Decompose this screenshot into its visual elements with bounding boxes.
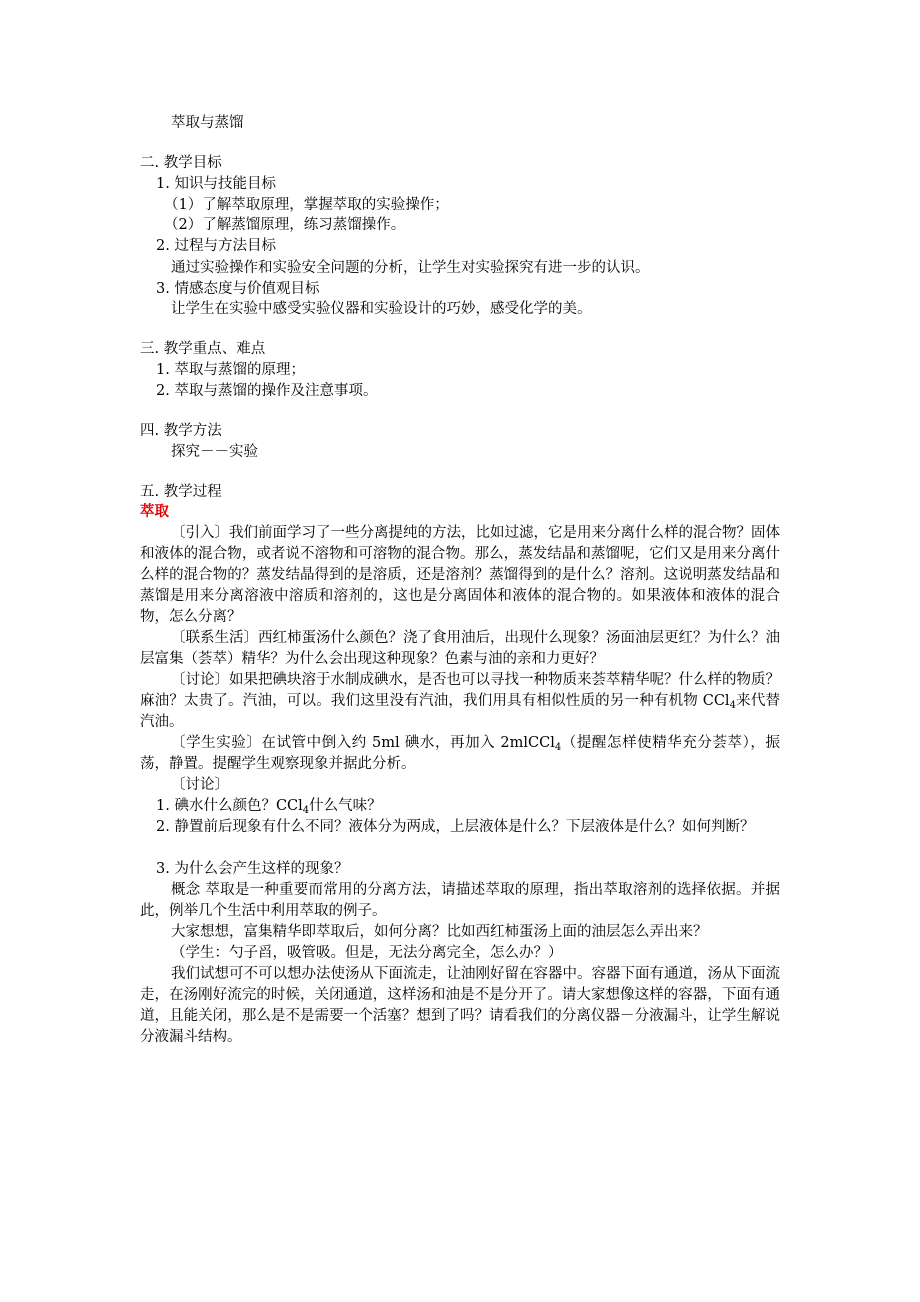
section-2-heading: 二. 教学目标	[140, 155, 222, 171]
keypoint-1: 1. 萃取与蒸馏的原理；	[156, 362, 305, 378]
discussion-1-text: 〔讨论〕如果把碘块溶于水制成碘水，是否也可以寻找一种物质来荟萃精华呢？什么样的物质？麻油？太贵了。汽油，可以。我们这里没有汽油，我们用具有相似性质的另一种有机物 CCl	[140, 672, 780, 709]
section-3-heading: 三. 教学重点、难点	[140, 341, 266, 357]
paragraph-life: 〔联系生活〕西红柿蛋汤什么颜色？浇了食用油后，出现什么现象？汤面油层更红？为什么？油层富集（荟萃）精华？为什么会出现这种现象？色素与油的亲和力更好？	[140, 630, 780, 667]
subscript-4: 4	[729, 700, 736, 711]
goal-knowledge-1: （1）了解萃取原理，掌握萃取的实验操作；	[164, 197, 449, 213]
goal-emotion-1: 让学生在实验中感受实验仪器和实验设计的巧妙，感受化学的美。	[171, 301, 592, 317]
paragraph-student: （学生：勺子舀，吸管吸。但是，无法分离完全，怎么办？）	[171, 945, 563, 961]
goal-process-1: 通过实验操作和实验安全问题的分析，让学生对实验探究有进一步的认识。	[171, 260, 650, 276]
question-1-text: 1. 碘水什么颜色？CCl	[156, 798, 303, 814]
section-4-heading: 四. 教学方法	[140, 423, 222, 439]
question-1	[156, 796, 382, 816]
goal-knowledge: 1. 知识与技能目标	[156, 176, 276, 192]
discussion-1-end: 来代替汽油。	[140, 693, 781, 730]
goal-knowledge-2: （2）了解蒸馏原理，练习蒸馏操作。	[164, 217, 406, 233]
goal-process: 2. 过程与方法目标	[156, 238, 276, 254]
method-text: 探究－－实验	[171, 444, 258, 460]
goal-emotion: 3. 情感态度与价值观目标	[156, 281, 320, 297]
paragraph-concept: 概念 萃取是一种重要而常用的分离方法，请描述萃取的原理，指出萃取溶剂的选择依据。并据此，例举几个生活中利用萃取的例子。	[140, 882, 780, 919]
question-1-end: 什么气味？	[309, 798, 382, 814]
question-2: 2. 静置前后现象有什么不同？液体分为两成，上层液体是什么？下层液体是什么？如何判断？	[156, 819, 755, 835]
paragraph-think: 大家想想，富集精华即萃取后，如何分离？比如西红柿蛋汤上面的油层怎么弄出来？	[171, 924, 708, 940]
paragraph-final: 我们试想可不可以想办法使汤从下面流走，让油刚好留在容器中。容器下面有通道，汤从下面流走，在汤刚好流完的时候，关闭通道，这样汤和油是不是分开了。请大家想像这样的容器，下面有通道，且能关闭，那么是不是需要一个活塞？想到了吗？请看我们的分离仪器－分液漏斗，让学生解说分液漏斗结构。	[140, 966, 780, 1045]
subscript-4: 4	[554, 742, 562, 753]
experiment-text: 〔学生实验〕在试管中倒入约 5ml 碘水，再加入 2mlCCl	[171, 735, 555, 751]
subscript-4: 4	[302, 805, 310, 816]
paragraph-intro: 〔引入〕我们前面学习了一些分离提纯的方法，比如过滤，它是用来分离什么样的混合物？固体和液体的混合物，或者说不溶物和可溶物的混合物。那么，蒸发结晶和蒸馏呢，它们又是用来分离什么样的混合物的？蒸发结晶得到的是溶质，还是溶剂？蒸馏得到的是什么？溶剂。这说明蒸发结晶和蒸馏是用来分离溶液中溶质和溶剂的，这也是分离固体和液体的混合物的。如果液体和液体的混合物，怎么分离？	[140, 525, 780, 625]
paragraph-experiment	[140, 733, 780, 775]
discussion-2-label: 〔讨论〕	[171, 777, 229, 793]
experiment-end: （提醒怎样使精华充分荟萃），振荡，静置。提醒学生观察现象并据此分析。	[140, 735, 780, 772]
subheading-extraction: 萃取	[140, 504, 169, 520]
doc-title: 萃取与蒸馏	[171, 115, 244, 131]
question-3: 3. 为什么会产生这样的现象？	[156, 861, 349, 877]
keypoint-2: 2. 萃取与蒸馏的操作及注意事项。	[156, 383, 378, 399]
paragraph-discussion-1	[140, 670, 780, 733]
section-5-heading: 五. 教学过程	[140, 484, 222, 500]
